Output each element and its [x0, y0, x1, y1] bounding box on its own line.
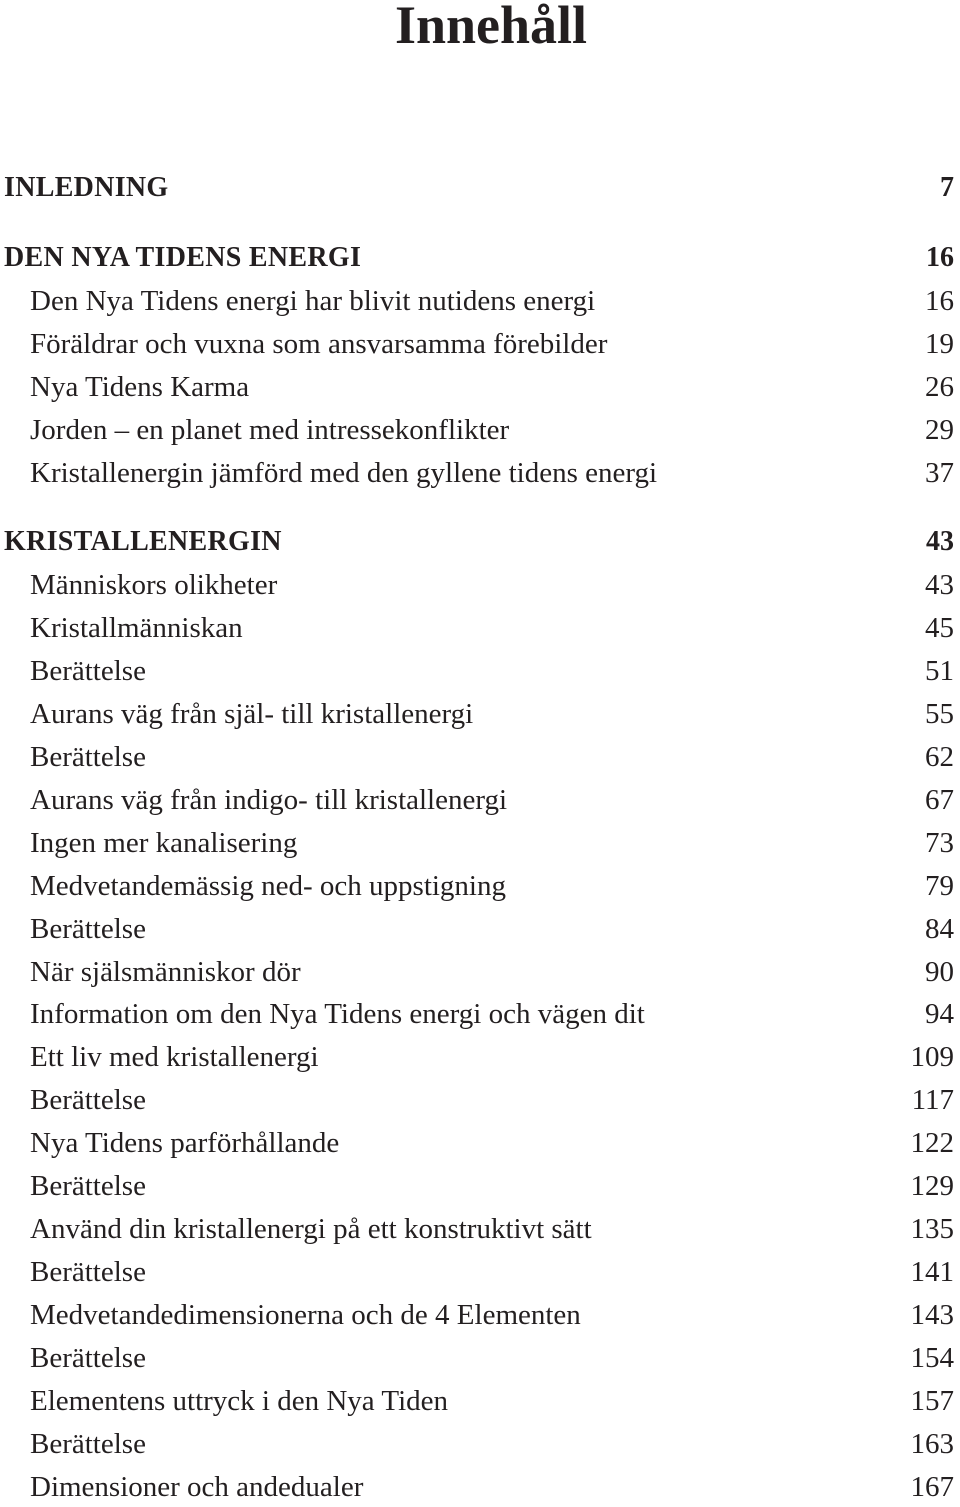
- page-number: 94: [925, 998, 954, 1031]
- toc-entry-row[interactable]: [0, 367, 960, 407]
- toc-entry-row[interactable]: [0, 608, 960, 648]
- toc-entry-row[interactable]: [0, 324, 960, 364]
- page-number: 90: [925, 955, 954, 988]
- toc-entry-row[interactable]: [0, 1424, 960, 1464]
- page-number: 79: [925, 869, 954, 902]
- entry-label: Medvetandemässig ned- och uppstigning: [30, 869, 506, 902]
- entry-label: Berättelse: [30, 740, 146, 773]
- toc-entry-row[interactable]: [0, 909, 960, 949]
- toc-entry-row[interactable]: [0, 1037, 960, 1077]
- entry-label: Använd din kristallenergi på ett konstruktivt sätt: [30, 1213, 592, 1246]
- page-number: 117: [911, 1084, 954, 1117]
- page-number: 45: [925, 611, 954, 644]
- toc-entry-row[interactable]: [0, 651, 960, 691]
- page-number: 19: [925, 327, 954, 360]
- page-number: 163: [910, 1427, 954, 1460]
- entry-label: Berättelse: [30, 654, 146, 687]
- entry-label: Kristallenergin jämförd med den gyllene tidens energi: [30, 456, 658, 489]
- toc-entry-row[interactable]: [0, 952, 960, 992]
- entry-label: Kristallmänniskan: [30, 611, 243, 644]
- toc-section-row[interactable]: [0, 522, 960, 562]
- page-number: 43: [926, 526, 954, 557]
- page-number: 26: [925, 370, 954, 403]
- toc-entry-row[interactable]: [0, 1166, 960, 1206]
- section-heading: DEN NYA TIDENS ENERGI: [4, 242, 362, 273]
- entry-label: Aurans väg från indigo- till kristallenergi: [30, 783, 508, 816]
- toc-entry-row[interactable]: [0, 1252, 960, 1292]
- page-number: 67: [925, 783, 954, 816]
- page-number: 143: [910, 1299, 954, 1332]
- entry-label: Jorden – en planet med intressekonflikter: [30, 413, 510, 446]
- entry-label: Ingen mer kanalisering: [30, 826, 298, 859]
- page-number: 37: [925, 456, 954, 489]
- toc-entry-row[interactable]: [0, 737, 960, 777]
- entry-label: Nya Tidens Karma: [30, 370, 250, 403]
- entry-label: Berättelse: [30, 1084, 146, 1117]
- entry-label: Berättelse: [30, 912, 146, 945]
- toc-entry-row[interactable]: [0, 1338, 960, 1378]
- entry-label: Medvetandedimensionerna och de 4 Elementen: [30, 1299, 581, 1332]
- toc-section-row[interactable]: [0, 238, 960, 278]
- page-number: 73: [925, 826, 954, 859]
- page-number: 51: [925, 654, 954, 687]
- entry-label: Elementens uttryck i den Nya Tiden: [30, 1385, 449, 1417]
- toc-entry-row[interactable]: [0, 281, 960, 321]
- toc-entry-row[interactable]: [0, 694, 960, 734]
- page-number: 157: [910, 1385, 954, 1417]
- page-number: 16: [926, 242, 954, 273]
- entry-label: När själsmänniskor dör: [30, 955, 301, 988]
- entry-label: Den Nya Tidens energi har blivit nutidens energi: [30, 284, 596, 317]
- page-number: 84: [925, 912, 954, 945]
- page-number: 43: [925, 568, 954, 601]
- toc-entry-row[interactable]: [0, 780, 960, 820]
- page-number: 129: [910, 1170, 954, 1203]
- entry-label: Nya Tidens parförhållande: [30, 1127, 340, 1160]
- toc-entry-row[interactable]: [0, 1295, 960, 1335]
- page-number: 122: [910, 1127, 954, 1160]
- section-heading: INLEDNING: [4, 172, 169, 203]
- entry-label: Aurans väg från själ- till kristallenergi: [30, 697, 474, 730]
- toc-entry-row[interactable]: [0, 994, 960, 1034]
- toc-entry-row[interactable]: [0, 866, 960, 906]
- page-title: Innehåll: [394, 0, 588, 55]
- entry-label: Berättelse: [30, 1427, 146, 1460]
- section-heading: KRISTALLENERGIN: [4, 526, 282, 557]
- page-number: 167: [910, 1470, 954, 1503]
- entry-label: Berättelse: [30, 1170, 146, 1203]
- toc-section-row[interactable]: [0, 168, 960, 208]
- entry-label: Föräldrar och vuxna som ansvarsamma förebilder: [30, 327, 608, 360]
- entry-label: Information om den Nya Tidens energi och vägen dit: [30, 998, 645, 1031]
- toc-entry-row[interactable]: [0, 453, 960, 493]
- toc-entry-row[interactable]: [0, 1080, 960, 1120]
- entry-label: Berättelse: [30, 1342, 146, 1375]
- page-number: 55: [925, 697, 954, 730]
- page-number: 7: [940, 172, 954, 203]
- page-number: 109: [910, 1041, 954, 1074]
- toc-entry-row[interactable]: [0, 1381, 960, 1421]
- toc-entry-row[interactable]: [0, 1209, 960, 1249]
- toc-entry-row[interactable]: [0, 823, 960, 863]
- entry-label: Dimensioner och andedualer: [30, 1470, 364, 1503]
- page-number: 154: [910, 1342, 954, 1375]
- toc-entry-row[interactable]: [0, 565, 960, 605]
- toc-entry-row[interactable]: [0, 1123, 960, 1163]
- page-number: 62: [925, 740, 954, 773]
- entry-label: Människors olikheter: [30, 568, 278, 601]
- page-number: 141: [910, 1256, 954, 1289]
- page-number: 16: [925, 284, 954, 317]
- entry-label: Ett liv med kristallenergi: [30, 1041, 319, 1074]
- toc-entry-row[interactable]: [0, 1467, 960, 1507]
- toc-entry-row[interactable]: [0, 410, 960, 450]
- page-number: 135: [910, 1213, 954, 1246]
- entry-label: Berättelse: [30, 1256, 146, 1289]
- page-number: 29: [925, 413, 954, 446]
